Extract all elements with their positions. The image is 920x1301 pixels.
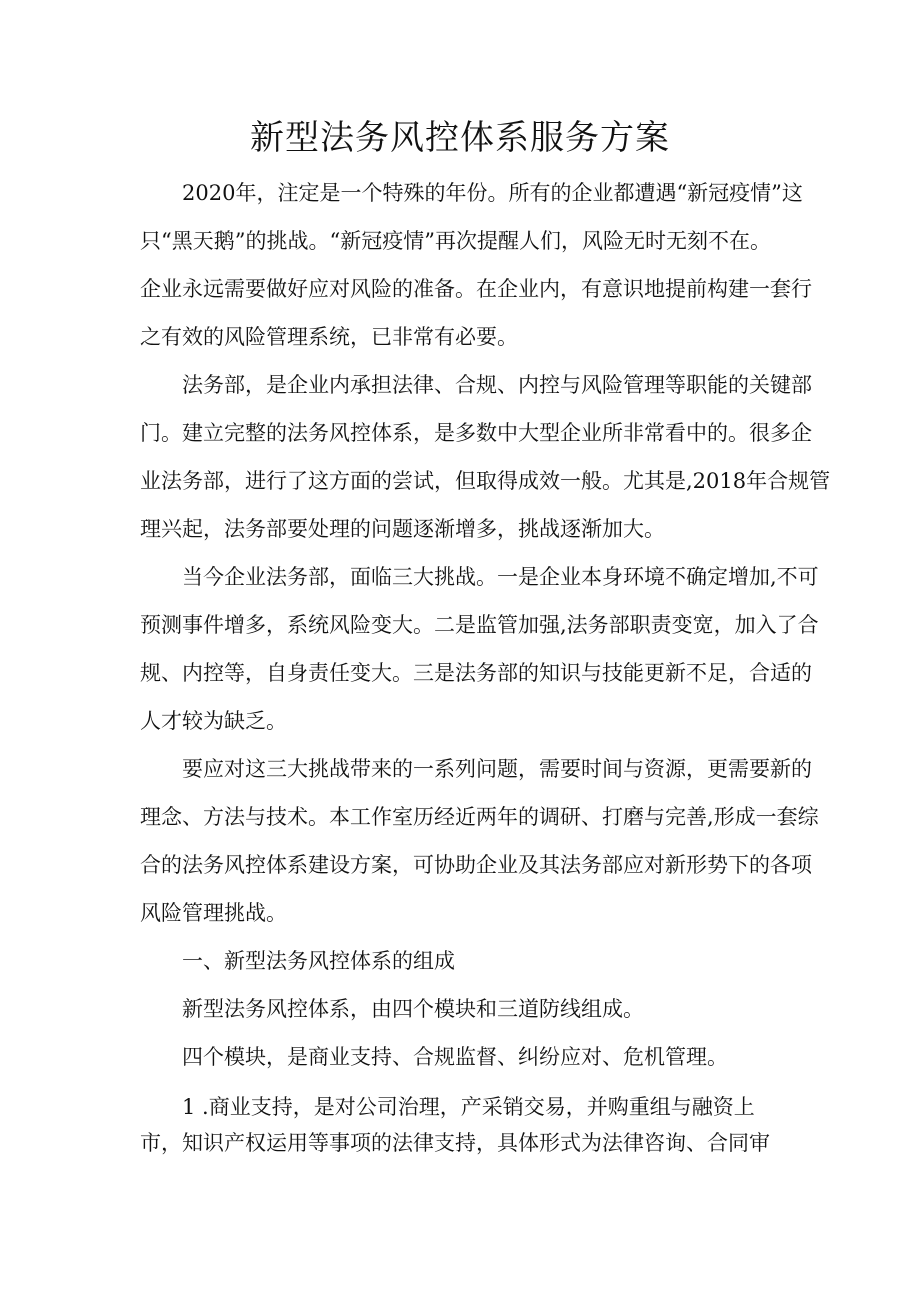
- paragraph-line: 门。建立完整的法务风控体系，是多数中大型企业所非常看中的。很多企: [140, 421, 812, 445]
- paragraph-line: 之有效的风险管理系统，已非常有必要。: [140, 325, 518, 349]
- list-item-line: 市，知识产权运用等事项的法律支持，具体形式为法律咨询、合同审: [140, 1131, 770, 1155]
- paragraph-line: 业法务部，进行了这方面的尝试，但取得成效一般。尤其是,2018年合规管: [140, 469, 831, 493]
- paragraph-line: 规、内控等，自身责任变大。三是法务部的知识与技能更新不足，合适的: [140, 661, 812, 685]
- paragraph-line: 理念、方法与技术。本工作室历经近两年的调研、打磨与完善,形成一套综: [140, 805, 819, 829]
- paragraph-line: 企业永远需要做好应对风险的准备。在企业内，有意识地提前构建一套行: [140, 277, 812, 301]
- paragraph-line: 人才较为缺乏。: [140, 709, 287, 733]
- paragraph-line: 四个模块，是商业支持、合规监督、纠纷应对、危机管理。: [182, 1045, 728, 1069]
- paragraph-line: 预测事件增多，系统风险变大。二是监管加强,法务部职责变宽，加入了合: [140, 613, 819, 637]
- section-heading: 一、新型法务风控体系的组成: [182, 949, 455, 973]
- paragraph-line: 要应对这三大挑战带来的一系列问题，需要时间与资源，更需要新的: [182, 757, 812, 781]
- paragraph-line: 2020年，注定是一个特殊的年份。所有的企业都遭遇“新冠疫情”这: [182, 181, 803, 205]
- paragraph-line: 法务部，是企业内承担法律、合规、内控与风险管理等职能的关键部: [182, 373, 812, 397]
- paragraph-line: 只“黑天鹅”的挑战。“新冠疫情”再次提醒人们，风险无时无刻不在。: [140, 229, 771, 253]
- document-title: 新型法务风控体系服务方案: [250, 118, 670, 158]
- paragraph-line: 新型法务风控体系，由四个模块和三道防线组成。: [182, 997, 644, 1021]
- paragraph-line: 当今企业法务部，面临三大挑战。一是企业本身环境不确定增加,不可: [182, 565, 819, 589]
- paragraph-line: 合的法务风控体系建设方案，可协助企业及其法务部应对新形势下的各项: [140, 853, 812, 877]
- paragraph-line: 理兴起，法务部要处理的问题逐渐增多，挑战逐渐加大。: [140, 517, 665, 541]
- list-item-line: 1 .商业支持，是对公司治理，产采销交易，并购重组与融资上: [182, 1095, 755, 1119]
- paragraph-line: 风险管理挑战。: [140, 901, 287, 925]
